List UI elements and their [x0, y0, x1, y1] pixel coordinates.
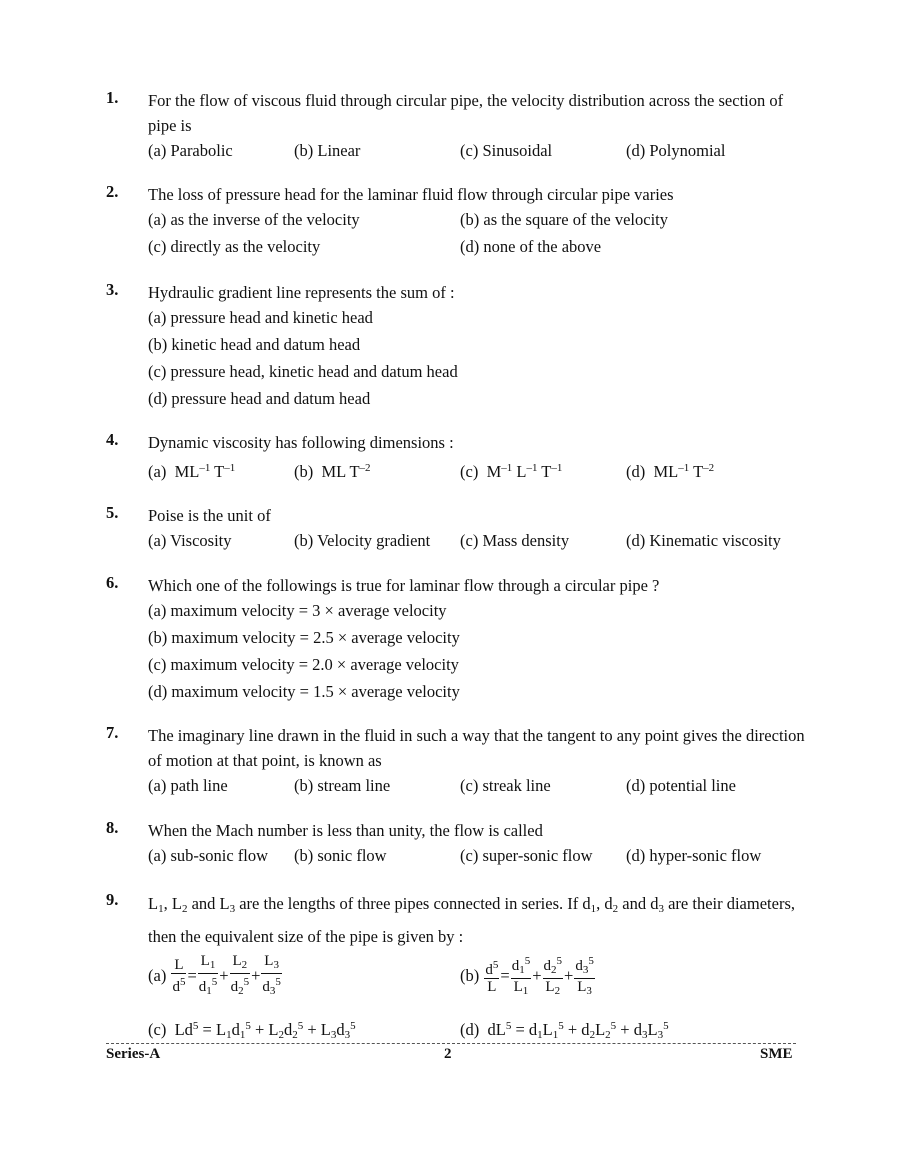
- question-text: Dynamic viscosity has following dimensions :: [148, 433, 454, 452]
- option-a[interactable]: (a) maximum velocity = 3 × average velocity: [148, 601, 447, 620]
- question-text: The imaginary line drawn in the fluid in such a way that the tangent to any point gives the direction of motion at that point, is known as: [148, 726, 805, 770]
- option-d[interactable]: (d) $dL^5 = d_1L_1^5 + d_2L_2^5 + d_3L_3^5$: [460, 1020, 669, 1041]
- question-number: 4.: [106, 430, 119, 449]
- question-text: Hydraulic gradient line represents the sum of :: [148, 283, 455, 302]
- question-7: [106, 723, 806, 800]
- options: [148, 598, 806, 706]
- option-b[interactable]: (b) Linear: [294, 141, 361, 160]
- question-6: [106, 573, 806, 706]
- option-c[interactable]: (c) pressure head, kinetic head and datum head: [148, 362, 458, 381]
- question-1: [106, 88, 806, 165]
- options: [148, 138, 806, 165]
- footer-divider: [106, 1043, 796, 1044]
- option-a[interactable]: (a) Parabolic: [148, 141, 233, 160]
- option-b[interactable]: (b) sonic flow: [294, 846, 387, 865]
- question-number: 2.: [106, 182, 119, 201]
- option-d[interactable]: (d) hyper-sonic flow: [626, 846, 762, 865]
- question-number: 9.: [106, 890, 119, 909]
- option-a[interactable]: (a) as the inverse of the velocity: [148, 210, 360, 229]
- footer-code: SME: [760, 1046, 793, 1062]
- question-number: 3.: [106, 280, 119, 299]
- question-number: 8.: [106, 818, 119, 837]
- question-number: 7.: [106, 723, 119, 742]
- option-a[interactable]: (a) path line: [148, 776, 228, 795]
- option-c[interactable]: (c) super-sonic flow: [460, 846, 593, 865]
- option-a[interactable]: (a) pressure head and kinetic head: [148, 308, 373, 327]
- question-4: [106, 430, 806, 482]
- options: [148, 843, 806, 870]
- question-number: 5.: [106, 503, 119, 522]
- question-9: [106, 890, 806, 1040]
- question-text: For the flow of viscous fluid through circular pipe, the velocity distribution across the section of pipe is: [148, 91, 784, 135]
- option-d[interactable]: (d) pressure head and datum head: [148, 389, 371, 408]
- option-a[interactable]: (a) sub-sonic flow: [148, 846, 269, 865]
- option-d[interactable]: (d) $ML^{-1}$ $T^{-2}$: [626, 462, 715, 481]
- question-2: [106, 182, 806, 261]
- options-row-2: [148, 234, 806, 261]
- options: [148, 305, 806, 413]
- option-c[interactable]: (c) directly as the velocity: [148, 237, 321, 256]
- option-c[interactable]: (c) Mass density: [460, 531, 570, 550]
- question-number: 6.: [106, 573, 119, 592]
- option-c[interactable]: (c) $M^{-1}$ $L^{-1}$ $T^{-1}$: [460, 462, 563, 481]
- option-c[interactable]: (c) streak line: [460, 776, 551, 795]
- question-text: Which one of the followings is true for laminar flow through a circular pipe ?: [148, 576, 660, 595]
- question-text: The loss of pressure head for the laminar fluid flow through circular pipe varies: [148, 185, 674, 204]
- question-8: [106, 818, 806, 870]
- footer-series: Series-A: [106, 1046, 161, 1062]
- option-c[interactable]: (c) maximum velocity = 2.0 × average velocity: [148, 655, 459, 674]
- option-b[interactable]: (b) as the square of the velocity: [460, 210, 669, 229]
- option-d[interactable]: (d) maximum velocity = 1.5 × average velocity: [148, 682, 460, 701]
- option-a[interactable]: (a) $ML^{-1}$ $T^{-1}$: [148, 462, 236, 481]
- option-c[interactable]: (c) Sinusoidal: [460, 141, 553, 160]
- option-d[interactable]: (d) Polynomial: [626, 141, 726, 160]
- option-d[interactable]: (d) none of the above: [460, 237, 602, 256]
- option-d[interactable]: (d) potential line: [626, 776, 736, 795]
- option-a[interactable]: (a) Viscosity: [148, 531, 232, 550]
- option-b[interactable]: (b) ML $T^{-2}$: [294, 462, 371, 481]
- options: [148, 773, 806, 800]
- question-text: When the Mach number is less than unity, the flow is called: [148, 821, 543, 840]
- question-5: [106, 503, 806, 555]
- options-row-1: [148, 207, 806, 234]
- option-d[interactable]: (d) Kinematic viscosity: [626, 531, 781, 550]
- option-c[interactable]: (c) $Ld^5 = L_1d_1^5 + L_2d_2^5 + L_3d_3^5$: [148, 1020, 356, 1041]
- options: [148, 528, 806, 555]
- question-text: $L_1$, $L_2$ and $L_3$ are the lengths of three pipes connected in series. If $d_1$, $d_2$ and $d_3$ are their diameters, then the equivalent size of the pipe is given by :: [148, 894, 795, 946]
- option-b[interactable]: (b) $\frac{d^5}{L}$ = $\frac{d_1^5}{L_1}$ + $\frac{d_2^5}{L_2}$ + $\frac{d_3^5}{L_3}$: [460, 955, 594, 997]
- options-row-1: [148, 951, 806, 1003]
- page-number: 2: [444, 1046, 452, 1062]
- option-a[interactable]: (a) $\frac{L}{d^5}$ = $\frac{L_1}{d_1^5}$ + $\frac{L_2}{d_2^5}$ + $\frac{L_3}{d_3^5}$: [148, 953, 281, 997]
- question-3: [106, 280, 806, 413]
- option-b[interactable]: (b) stream line: [294, 776, 391, 795]
- question-text: Poise is the unit of: [148, 506, 271, 525]
- options-row-2: [148, 1013, 806, 1040]
- option-b[interactable]: (b) maximum velocity = 2.5 × average velocity: [148, 628, 460, 647]
- option-b[interactable]: (b) Velocity gradient: [294, 531, 431, 550]
- options: [148, 455, 806, 482]
- option-b[interactable]: (b) kinetic head and datum head: [148, 335, 361, 354]
- question-number: 1.: [106, 88, 119, 107]
